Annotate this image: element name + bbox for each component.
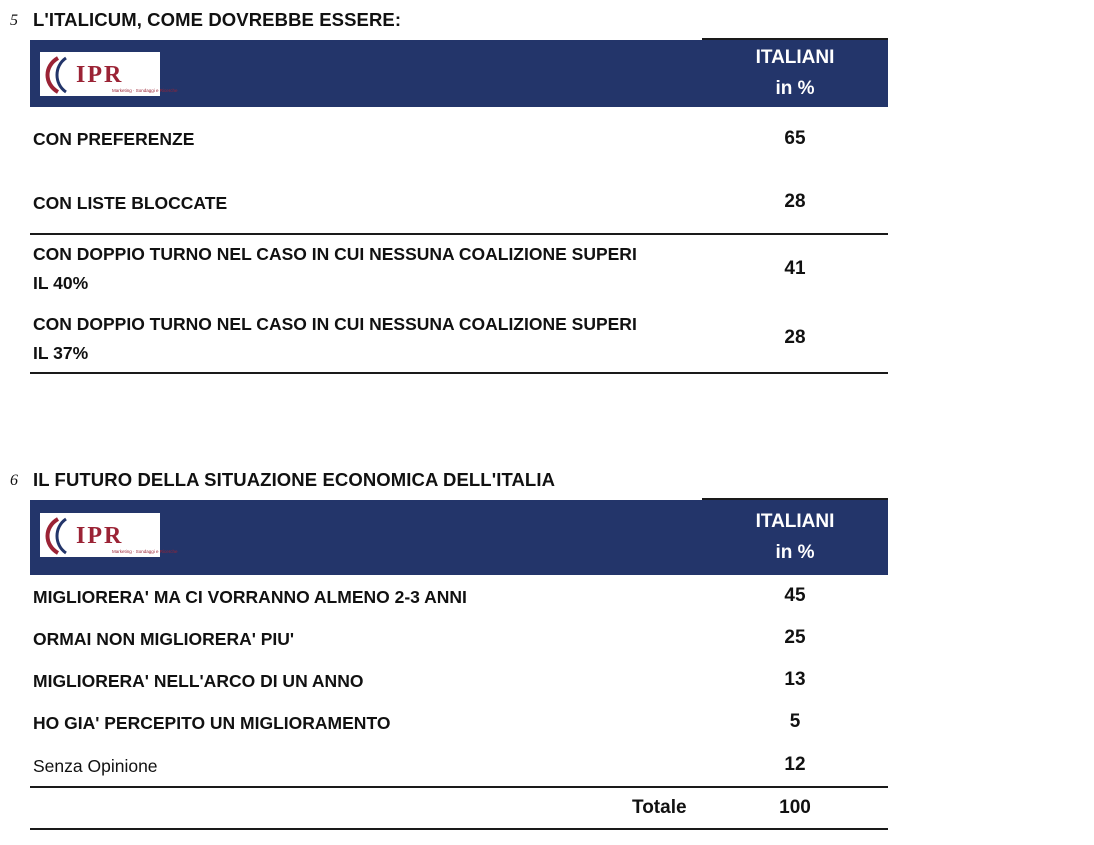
svg-text:IPR: IPR	[76, 523, 124, 549]
row-label: MIGLIORERA' NELL'ARCO DI UN ANNO	[33, 671, 364, 691]
section-title: L'ITALICUM, COME DOVREBBE ESSERE:	[33, 9, 402, 30]
row-label: CON PREFERENZE	[33, 129, 195, 149]
table-header	[30, 500, 888, 575]
row-value: 13	[784, 669, 806, 690]
table-bottom-rule	[30, 828, 888, 830]
row-value: 5	[789, 711, 801, 732]
row-label: MIGLIORERA' MA CI VORRANNO ALMENO 2-3 ANNI	[33, 587, 467, 607]
row-divider	[30, 233, 888, 235]
row-value: 65	[784, 128, 806, 149]
row-label: CON DOPPIO TURNO NEL CASO IN CUI NESSUNA COALIZIONE SUPERI IL 37%	[33, 314, 637, 363]
row-divider	[30, 786, 888, 788]
row-label: CON LISTE BLOCCATE	[33, 193, 228, 213]
row-value: 25	[784, 627, 806, 648]
table-header	[30, 40, 888, 107]
svg-text:Marketing · Sondaggi e Ricerch: Marketing · Sondaggi e Ricerche	[112, 88, 178, 93]
svg-text:IPR: IPR	[76, 62, 124, 88]
row-label: HO GIA' PERCEPITO UN MIGLIORAMENTO	[33, 713, 391, 733]
total-label: Totale	[632, 797, 687, 818]
section-number: 6	[10, 472, 18, 489]
column-header	[702, 506, 888, 568]
column-header-line2: in %	[775, 78, 815, 99]
row-value: 45	[784, 585, 806, 606]
ipr-logo-icon	[40, 52, 178, 96]
svg-text:Marketing · Sondaggi e Ricerch: Marketing · Sondaggi e Ricerche	[112, 549, 178, 554]
column-header-line2: in %	[775, 542, 815, 563]
table-bottom-rule	[30, 372, 888, 374]
column-header-line1: ITALIANI	[755, 511, 835, 532]
section-title: IL FUTURO DELLA SITUAZIONE ECONOMICA DELL'ITALIA	[33, 469, 556, 490]
ipr-logo	[40, 513, 178, 557]
total-value: 100	[779, 797, 811, 818]
ipr-logo-icon	[40, 513, 178, 557]
column-header	[702, 42, 888, 104]
section-number: 5	[10, 12, 18, 29]
column-header-line1: ITALIANI	[755, 47, 835, 68]
row-value: 28	[784, 191, 806, 212]
row-label: Senza Opinione	[33, 756, 158, 776]
row-value: 28	[784, 327, 806, 348]
row-value: 12	[784, 754, 806, 775]
ipr-logo	[40, 52, 178, 96]
row-label: ORMAI NON MIGLIORERA' PIU'	[33, 629, 295, 649]
row-label: CON DOPPIO TURNO NEL CASO IN CUI NESSUNA COALIZIONE SUPERI IL 40%	[33, 244, 637, 293]
row-value: 41	[784, 258, 806, 279]
